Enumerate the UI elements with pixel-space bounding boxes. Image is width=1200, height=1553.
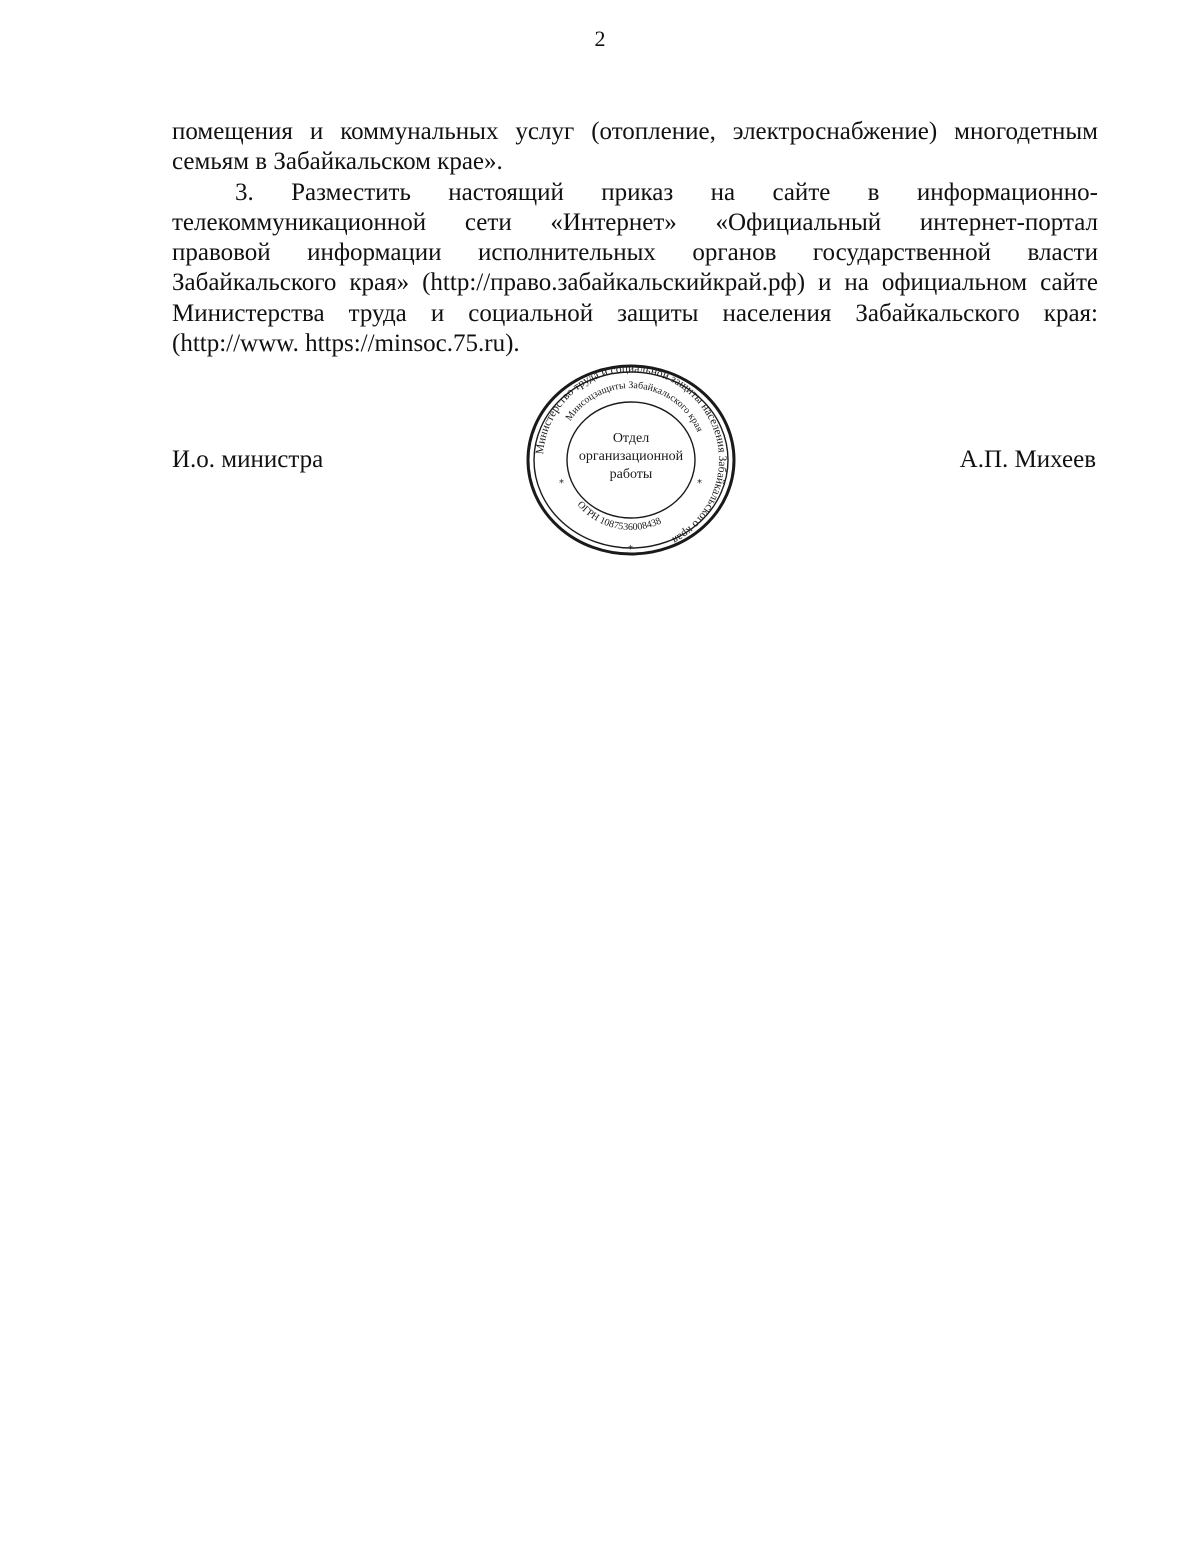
page-number: 2 xyxy=(594,26,606,51)
star-icon: * xyxy=(697,478,702,489)
paragraph-item-3 xyxy=(172,178,1098,360)
text-line: помещения и коммунальных услуг (отопление, электроснабжение) многодетным xyxy=(172,118,1098,145)
text-line: Забайкальского края» (http://право.забайкальскийкрай.рф) и на официальном сайте xyxy=(172,269,1098,297)
star-icon: * xyxy=(559,478,564,489)
text-line: телекоммуникационной сети «Интернет» «Официальный интернет-портал xyxy=(172,208,1098,236)
document-body xyxy=(172,117,1098,359)
stamp-center-line-2: организационной xyxy=(578,449,684,464)
stamp-center-line-3: работы xyxy=(609,467,653,482)
stamp-center-line-1: Отдел xyxy=(612,431,650,446)
star-icon: * xyxy=(628,544,633,555)
text-line: Министерства труда и социальной защиты населения Забайкальского края: xyxy=(172,299,1098,327)
signatory-name: А.П. Михеев xyxy=(959,446,1096,473)
stamp-bottom-text: ОГРН 1087536008438 xyxy=(574,499,663,534)
stamp-outer-text: Министерство труда и социальной защиты населения Забайкальского края xyxy=(534,362,729,547)
official-stamp xyxy=(525,362,737,558)
text-line: семьям в Забайкальском крае». xyxy=(172,148,503,176)
text-line: (http://www. https://minsoc.75.ru). xyxy=(172,330,520,358)
stamp-seal xyxy=(525,362,737,558)
paragraph-continuation xyxy=(172,117,1098,178)
text-line: правовой информации исполнительных органов государственной власти xyxy=(172,239,1098,267)
stamp-inner-text: Минсоцзащиты Забайкальского края xyxy=(563,379,705,434)
signatory-position: И.о. министра xyxy=(172,446,324,473)
text-line: 3. Разместить настоящий приказ на сайте в информационно- xyxy=(235,178,1098,206)
